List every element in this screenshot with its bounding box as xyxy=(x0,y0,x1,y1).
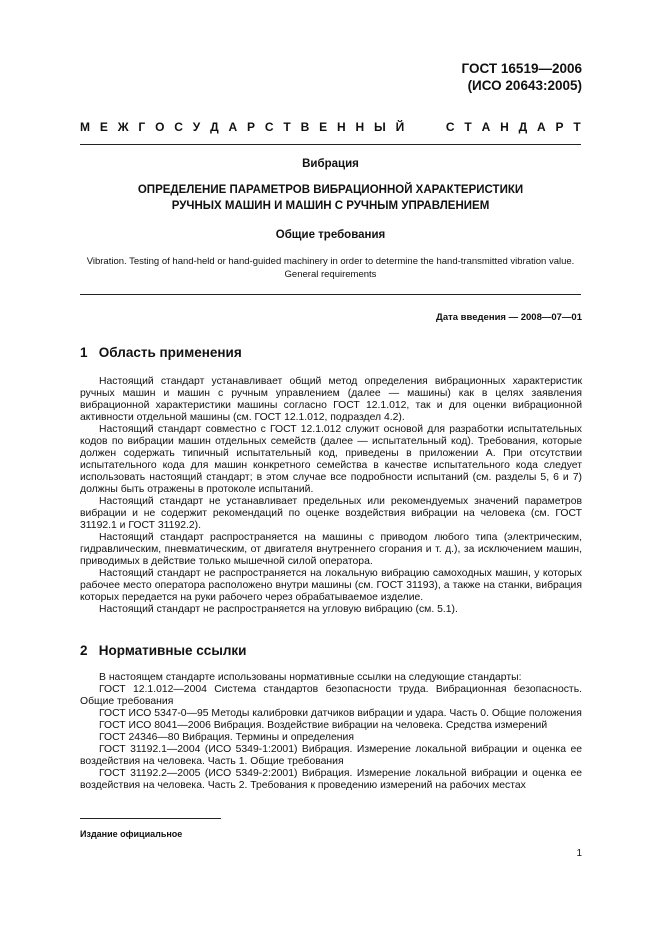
english-title-line-1: Vibration. Testing of hand-held or hand-guided machinery in order to determine the hand-transmitted vibration value. xyxy=(86,256,575,267)
document-title xyxy=(80,183,581,214)
banner-letter: Т xyxy=(283,120,291,134)
paragraph: Настоящий стандарт совместно с ГОСТ 12.1.012 служит основой для разработки испытательных кодов по вибрации машин отдельных семейств (далее — испытательный код). Требования, которые должен содержать типичный испытательный код, приведены в приложении А. При отсутствии испытательного кода для машин конкретного семейства в качестве испытательного кода следует использовать настоящий стандарт; в этом случае все подробности испытаний (см. разделы 5, 6 и 7) должны быть отражены в протоколе испытаний. xyxy=(80,424,582,495)
section-2-number: 2 xyxy=(80,643,88,658)
section-1-number: 1 xyxy=(80,345,88,360)
section-2-title: Нормативные ссылки xyxy=(98,643,247,658)
banner-letter: С xyxy=(264,120,274,134)
banner-letter: Р xyxy=(247,120,256,134)
banner-word-gap xyxy=(414,120,436,134)
banner-letter: Ж xyxy=(117,120,129,134)
reference-item: ГОСТ 12.1.012—2004 Система стандартов безопасности труда. Вибрационная безопасность. Общие требования xyxy=(80,684,582,707)
reference-item: ГОСТ 24346—80 Вибрация. Термины и определения xyxy=(99,732,354,743)
official-edition-note: Издание официальное xyxy=(80,829,183,839)
reference-item: ГОСТ 31192.1—2004 (ИСО 5349-1:2001) Вибрация. Измерение локальной вибрации и оценка ее воздействия на человека. Часть 1. Общие требования xyxy=(80,744,582,767)
english-title-line-2: General requirements xyxy=(284,269,377,280)
interstate-standard-banner xyxy=(80,120,581,134)
english-title xyxy=(80,255,581,281)
document-subject: Вибрация xyxy=(302,158,359,170)
banner-letter: Н xyxy=(500,120,509,134)
banner-letter: У xyxy=(192,120,201,134)
section-2-body xyxy=(80,672,582,792)
banner-letter: С xyxy=(174,120,183,134)
banner-letter: А xyxy=(481,120,491,134)
banner-letter: Т xyxy=(573,120,581,134)
banner-letter: В xyxy=(300,120,310,134)
section-2-heading xyxy=(80,643,246,658)
page-number: 1 xyxy=(576,848,582,859)
banner-letter: Е xyxy=(319,120,328,134)
title-line-1: ОПРЕДЕЛЕНИЕ ПАРАМЕТРОВ ВИБРАЦИОННОЙ ХАРАКТЕРИСТИКИ xyxy=(137,184,524,196)
iso-number: (ИСО 20643:2005) xyxy=(467,78,582,93)
references-intro: В настоящем стандарте использованы нормативные ссылки на следующие стандарты: xyxy=(99,672,522,683)
banner-letter: Н xyxy=(355,120,365,134)
banner-letter: Т xyxy=(464,120,472,134)
paragraph: Настоящий стандарт не устанавливает предельных или рекомендуемых значений параметров вибрации и не содержит рекомендаций по оценке воздействия вибрации на человека (см. ГОСТ 31192.1 и ГОСТ 31192.2). xyxy=(80,496,582,531)
standard-designation xyxy=(462,60,582,94)
effective-date: Дата введения — 2008—07—01 xyxy=(436,312,582,323)
paragraph: Настоящий стандарт устанавливает общий метод определения вибрационных характеристик ручных машин и машин с ручным управлением (далее — машины) как в целях заявления вибрационной характеристики машины согласно ГОСТ 12.1.012, так и для оценки вибрационной активности отдельной машины (см. ГОСТ 12.1.012, подраздел 4.2). xyxy=(80,376,582,423)
standard-number: ГОСТ 16519—2006 xyxy=(461,61,582,76)
banner-letter: А xyxy=(228,120,238,134)
banner-letter: Е xyxy=(99,120,108,134)
reference-item: ГОСТ 31192.2—2005 (ИСО 5349-2:2001) Вибрация. Измерение локальной вибрации и оценка ее воздействия на человека. Часть 2. Требования к проведению измерений на рабочих местах xyxy=(80,768,582,791)
reference-item: ГОСТ ИСО 8041—2006 Вибрация. Воздействие вибрации на человека. Средства измерений xyxy=(99,720,548,731)
section-1-title: Область применения xyxy=(98,345,242,360)
footer-rule xyxy=(80,818,221,819)
banner-letter: М xyxy=(80,120,90,134)
paragraph: Настоящий стандарт не распространяется на угловую вибрацию (см. 5.1). xyxy=(99,604,458,615)
banner-letter: Ы xyxy=(373,120,386,134)
paragraph: Настоящий стандарт не распространяется на локальную вибрацию самоходных машин, у которых рабочее место оператора расположено внутри машины (см. ГОСТ 31193), а также на станки, вибрация которых передается на руки рабочего через обрабатываемое изделие. xyxy=(80,568,582,603)
banner-letter: Д xyxy=(210,120,219,134)
title-bottom-rule xyxy=(80,294,581,295)
top-rule xyxy=(80,144,581,145)
reference-item: ГОСТ ИСО 5347-0—95 Методы калибровки датчиков вибрации и удара. Часть 0. Общие положения xyxy=(99,708,582,719)
banner-letter: О xyxy=(155,120,165,134)
title-line-2: РУЧНЫХ МАШИН И МАШИН С РУЧНЫМ УПРАВЛЕНИЕМ xyxy=(171,199,490,212)
section-1-heading xyxy=(80,345,242,360)
banner-letter: Р xyxy=(555,120,564,134)
banner-letter: А xyxy=(537,120,546,134)
banner-letter: Н xyxy=(336,120,346,134)
banner-letter: С xyxy=(445,120,455,134)
banner-letter: Г xyxy=(138,120,146,134)
document-subtitle: Общие требования xyxy=(275,229,386,241)
section-1-body xyxy=(80,376,582,616)
banner-letter: Д xyxy=(518,120,528,134)
paragraph: Настоящий стандарт распространяется на машины с приводом любого типа (электрическим, гидравлическим, пневматическим, от двигателя внутреннего сгорания и т. д.), за исключением машин, приводимых в действие только мышечной силой оператора. xyxy=(80,532,582,567)
banner-letter: Й xyxy=(395,120,405,134)
